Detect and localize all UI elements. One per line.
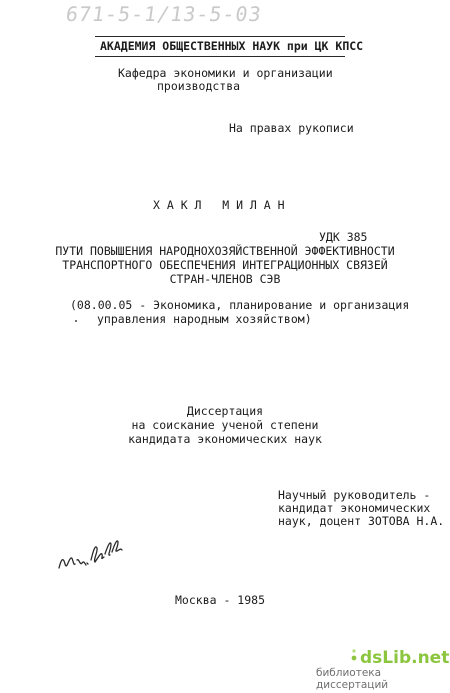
title-line-3: СТРАН-ЧЛЕНОВ СЭВ: [169, 272, 281, 286]
manuscript-note: На правах рукописи: [229, 121, 354, 135]
title-line-1: ПУТИ ПОВЫШЕНИЯ НАРОДНОХОЗЯЙСТВЕННОЙ ЭФФЕКТИВНОСТИ: [55, 244, 395, 258]
svg-text:dsLib.net: dsLib.net: [360, 648, 450, 668]
udc-code: УДК 385: [319, 230, 368, 244]
title-line-2: ТРАНСПОРТНОГО ОБЕСПЕЧЕНИЯ ИНТЕГРАЦИОННЫХ СВЯЗЕЙ: [62, 258, 388, 272]
archive-stamp: 671-5-1/13-5-03: [64, 2, 264, 26]
header-rule-bottom: [95, 56, 345, 57]
department-line-1: Кафедра экономики и организации: [118, 66, 333, 80]
academy-name: АКАДЕМИЯ ОБЩЕСТВЕННЫХ НАУК при ЦК КПСС: [100, 39, 364, 53]
ink-dot: [75, 320, 77, 322]
watermark-caption: библиотека диссертаций: [316, 667, 389, 691]
handwritten-signature: [55, 530, 125, 580]
dissertation-label: Диссертация: [186, 404, 264, 418]
dslib-logo: [350, 645, 450, 668]
supervisor-line-2: кандидат экономических: [278, 501, 431, 515]
specialty-line-1: (08.00.05 - Экономика, планирование и организация: [70, 298, 410, 312]
place-and-year: Москва - 1985: [175, 593, 266, 607]
degree-line-2: кандидата экономических наук: [128, 432, 322, 446]
department-line-2: производства: [157, 79, 241, 93]
supervisor-line-3: наук, доцент ЗОТОВА Н.А.: [278, 514, 445, 528]
specialty-line-2: управления народным хозяйством): [97, 312, 312, 326]
degree-line-1: на соискание ученой степени: [131, 418, 319, 432]
author-name: Х А К Л М И Л А Н: [153, 198, 285, 212]
supervisor-line-1: Научный руководитель -: [278, 488, 431, 502]
header-rule-top: [95, 36, 345, 37]
